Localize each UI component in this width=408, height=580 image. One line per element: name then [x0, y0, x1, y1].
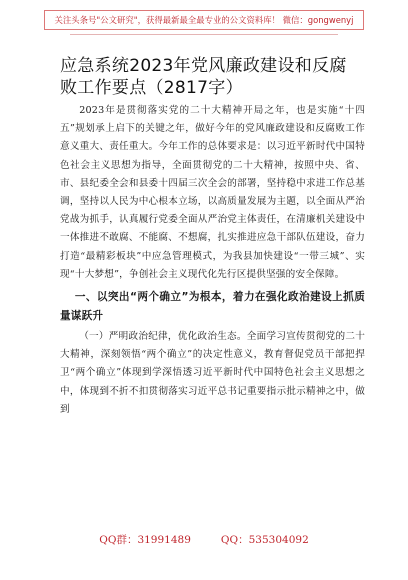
section-heading: 一、以突出“两个确立”为根本，着力在强化政治建设上抓质量谋跃升: [60, 291, 365, 323]
header-divider: [70, 34, 338, 35]
intro-paragraph: 2023年是贯彻落实党的二十大精神开局之年，也是实施“十四五”规划承上启下的关键之年，做好今年的党风廉政建设和反腐败工作意义重大、责任重大。今年工作的总体要求是：以习近平新时代中国特色社会主义思想为指导，全面贯彻党的二十大精神，按照中央、省、市、县纪委全会和县委十四届三次全会的部署，坚持稳中求进工作总基调，坚持以人民为中心根本立场，以高质量发展为主题，以全面从严治党战为抓手，认真履行党委全面从严治党主体责任，在清廉机关建设中一体推进不敢腐、不能腐、不想腐，扎实推进应急干部队伍建设，奋力打造“最精彩板块”中应急管理模式，为我县加快建设“一带三城”、实现“十大梦想”，争创社会主义现代化先行区提供坚强的安全保障。: [60, 105, 365, 280]
footer-qq: QQ：535304092: [220, 534, 309, 546]
document-body: [60, 102, 365, 419]
banner-text: 关注头条号"公文研究"，获得最新最全最专业的公文资料库！ 微信：gongwenyj: [44, 10, 365, 30]
section-paragraph: （一）严明政治纪律，优化政治生态。全面学习宣传贯彻党的二十大精神，深刻领悟“两个确立”的决定性意义，教育督促党员干部把捍卫“两个确立”体现到学深悟透习近平新时代中国特色社会主义思想之中，体现到不折不扣贯彻落实习近平总书记重要指示批示精神之中，做到: [60, 331, 365, 415]
document-title: 应急系统2023年党风廉政建设和反腐败工作要点（2817字）: [60, 56, 347, 98]
header-banner: [0, 8, 408, 30]
footer: [0, 532, 408, 547]
footer-qq-group: QQ群：31991489: [99, 534, 191, 546]
